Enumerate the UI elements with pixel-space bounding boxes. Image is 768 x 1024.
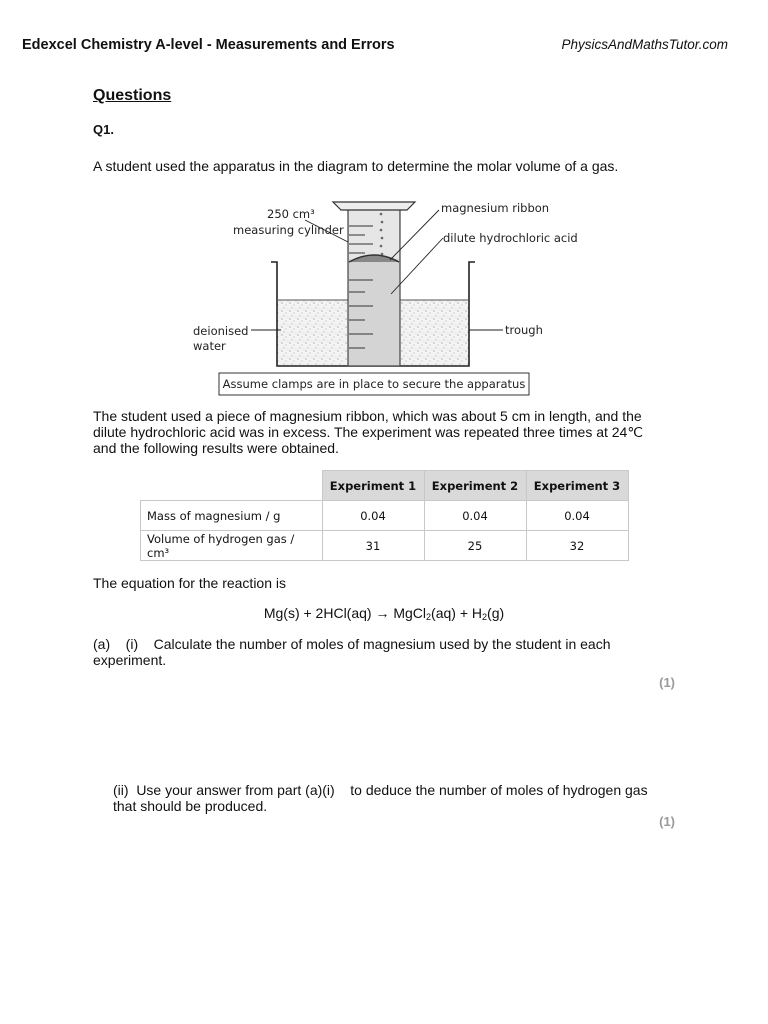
part-a-ii-marks: (1) — [659, 814, 675, 829]
row-label: Volume of hydrogen gas / cm³ — [141, 531, 323, 561]
table-cell: 25 — [424, 531, 526, 561]
table-header: Experiment 3 — [526, 471, 628, 501]
table-header: Experiment 2 — [424, 471, 526, 501]
equation: Mg(s) + 2HCl(aq) → MgCl$_2$(aq) + $H_2(g)$ — [263, 605, 505, 622]
table-cell: 32 — [526, 531, 628, 561]
label-cylinder: measuring cylinder — [233, 223, 344, 237]
label-water-1: deionised — [193, 324, 249, 338]
intro-text: A student used the apparatus in the diagram to determine the molar volume of a gas. — [93, 158, 619, 174]
results-table — [140, 470, 629, 561]
label-acid: dilute hydrochloric acid — [443, 231, 578, 245]
label-cylinder-volume: 250 cm³ — [267, 207, 315, 221]
part-a-i-marks: (1) — [659, 675, 675, 690]
paragraph-line-2: dilute hydrochloric acid was in excess. The experiment was repeated three times at 24℃ — [93, 424, 644, 440]
diagram-caption: Assume clamps are in place to secure the apparatus — [222, 377, 526, 391]
section-title: Questions — [93, 87, 172, 104]
table-corner — [141, 471, 323, 501]
part-a-i-line-1: (a) (i) Calculate the number of moles of magnesium used by the student in each — [93, 636, 611, 652]
table-cell: 0.04 — [526, 501, 628, 531]
label-ribbon: magnesium ribbon — [441, 201, 550, 215]
part-a-i-line-2: experiment. — [93, 652, 167, 668]
row-label: Mass of magnesium / g — [141, 501, 323, 531]
label-water-2: water — [193, 339, 226, 353]
table-header: Experiment 1 — [322, 471, 424, 501]
table-cell: 0.04 — [322, 501, 424, 531]
part-a-ii-line-2: that should be produced. — [113, 798, 268, 814]
apparatus-diagram — [185, 190, 585, 400]
table-header-row — [141, 471, 629, 501]
equation-intro: The equation for the reaction is — [93, 575, 287, 591]
table-row — [141, 501, 629, 531]
paragraph-line-1: The student used a piece of magnesium ribbon, which was about 5 cm in length, and the — [93, 408, 642, 424]
part-a-ii-line-1: (ii) Use your answer from part (a)(i) to deduce the number of moles of hydrogen gas — [113, 782, 648, 798]
table-cell: 31 — [322, 531, 424, 561]
header-site: PhysicsAndMathsTutor.com — [561, 37, 728, 52]
question-number: Q1. — [93, 122, 114, 137]
header-title: Edexcel Chemistry A-level - Measurements and Errors — [22, 37, 395, 53]
table-row — [141, 531, 629, 561]
table-cell: 0.04 — [424, 501, 526, 531]
paragraph-line-3: and the following results were obtained. — [93, 440, 339, 456]
label-trough: trough — [505, 323, 543, 337]
